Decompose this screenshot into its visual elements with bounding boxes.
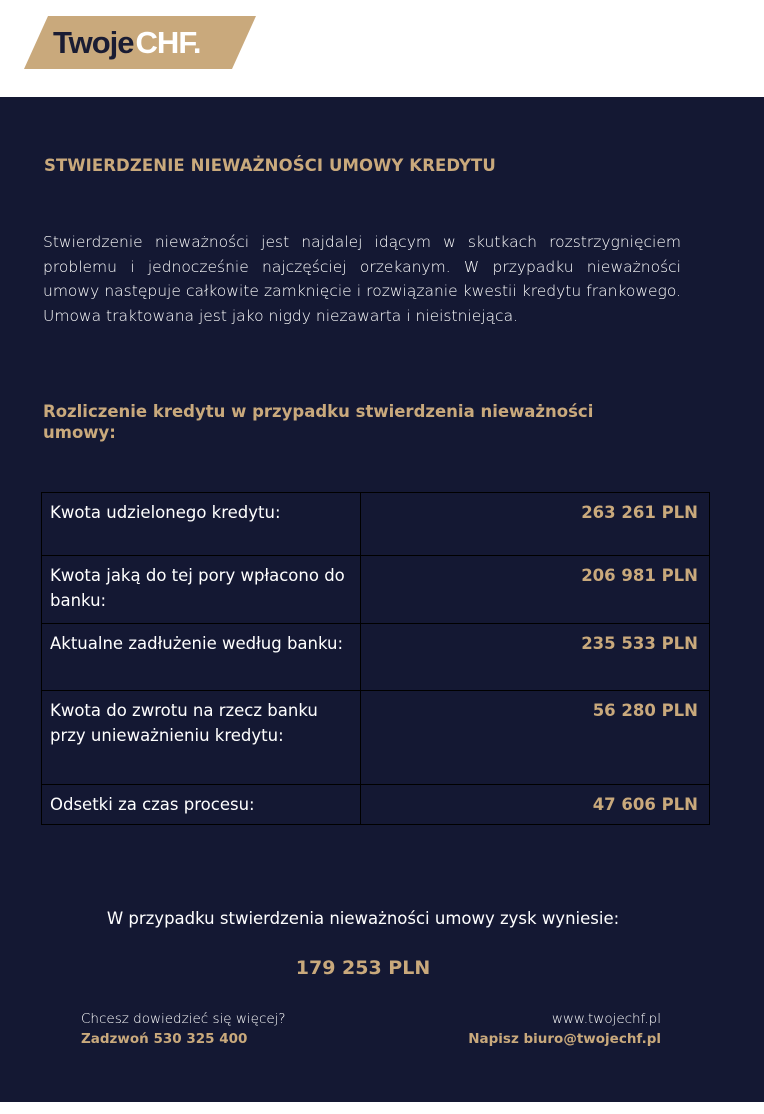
- row-label: Odsetki za czas procesu:: [42, 785, 361, 825]
- website-link[interactable]: www.twojechf.pl: [551, 1011, 661, 1027]
- email-link[interactable]: biuro@twojechf.pl: [523, 1031, 661, 1047]
- logo-wordmark: [53, 25, 200, 61]
- table-row: [42, 691, 710, 785]
- intro-paragraph: Stwierdzenie nieważności jest najdalej idącym w skutkach rozstrzygnięciem problemu i jednocześnie najczęściej orzekanym. W przypadku nieważności umowy następuje całkowite zamknięcie i rozwiązanie kwestii kredytu frankowego. Umowa traktowana jest jako nigdy niezawarta i nieistniejąca.: [43, 233, 681, 325]
- row-value: 235 533 PLN: [361, 624, 710, 691]
- table-row: [42, 624, 710, 691]
- row-label: Aktualne zadłużenie według banku:: [42, 624, 361, 691]
- table-row: [42, 493, 710, 556]
- logo-twoje: Twoje: [53, 25, 134, 60]
- summary-text: W przypadku stwierdzenia nieważności umowy zysk wyniesie:: [106, 909, 620, 928]
- settlement-title: Rozliczenie kredytu w przypadku stwierdzenia nieważności umowy:: [43, 402, 594, 442]
- footer-contact-phone: [81, 1009, 286, 1049]
- call-link[interactable]: Zadzwoń 530 325 400: [81, 1031, 248, 1047]
- email-line: [468, 1029, 661, 1049]
- row-value: 206 981 PLN: [361, 556, 710, 624]
- table-row: [42, 556, 710, 624]
- email-prefix: Napisz: [468, 1031, 524, 1047]
- section-title: STWIERDZENIE NIEWAŻNOŚCI UMOWY KREDYTU: [44, 156, 496, 175]
- logo-chf: CHF.: [135, 25, 201, 60]
- brand-logo[interactable]: [24, 16, 256, 69]
- summary-amount: 179 253 PLN: [295, 957, 431, 979]
- row-label: Kwota udzielonego kredytu:: [42, 493, 361, 556]
- row-value: 263 261 PLN: [361, 493, 710, 556]
- main-content: [0, 97, 764, 1102]
- footer-contact-web: [468, 1009, 661, 1049]
- row-label: Kwota jaką do tej pory wpłacono do banku:: [42, 556, 361, 624]
- page-header: [0, 0, 764, 97]
- row-label: Kwota do zwrotu na rzecz banku przy unieważnieniu kredytu:: [42, 691, 361, 785]
- table-row: [42, 785, 710, 825]
- bottom-strip: [0, 1102, 764, 1114]
- settlement-table: [41, 492, 710, 825]
- row-value: 47 606 PLN: [361, 785, 710, 825]
- row-value: 56 280 PLN: [361, 691, 710, 785]
- footer-question: Chcesz dowiedzieć się więcej?: [81, 1011, 286, 1027]
